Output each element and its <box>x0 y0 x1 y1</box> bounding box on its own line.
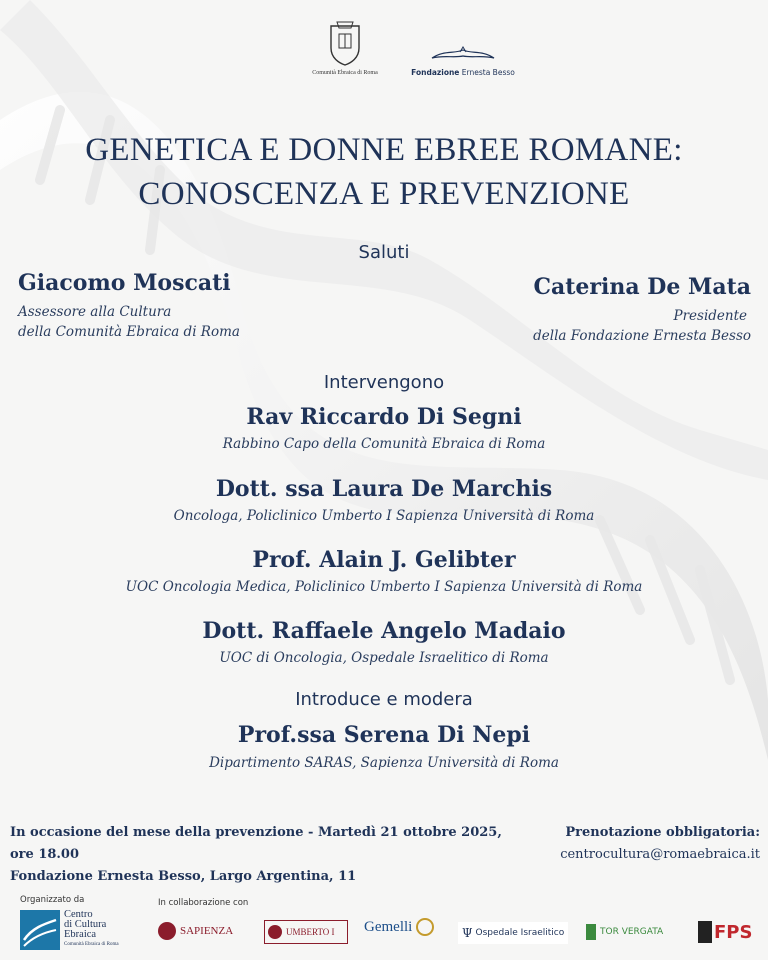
speaker-name: Prof. Alain J. Gelibter <box>252 547 516 573</box>
collaboration-label: In collaborazione con <box>158 898 249 908</box>
moderator-name: Prof.ssa Serena Di Nepi <box>237 722 531 748</box>
title-line-1: GENETICA E DONNE EBREE ROMANE: <box>85 132 683 168</box>
booking-label: Prenotazione obbligatoria: <box>565 825 760 840</box>
torvergata-logo <box>586 924 663 940</box>
gemelli-seal-icon <box>416 918 434 936</box>
israelitico-label: Ospedale Israelitico <box>475 928 565 938</box>
torvergata-label: TOR VERGATA <box>600 927 664 937</box>
header-logos <box>300 20 520 90</box>
intervengono-heading: Intervengono <box>323 372 445 393</box>
event-place-line: Fondazione Ernesta Besso, Largo Argentina, 11 <box>10 869 357 884</box>
speaker-role: UOC Oncologia Medica, Policlinico Umberto I Sapienza Università di Roma <box>125 579 643 595</box>
moderator-role: Dipartimento SARAS, Sapienza Università di Roma <box>209 755 559 771</box>
event-title <box>0 128 768 216</box>
umberto-label: UMBERTO I <box>286 927 335 937</box>
speaker-name: Rav Riccardo Di Segni <box>246 404 522 430</box>
israelitico-logo <box>458 922 568 944</box>
booking-info <box>520 822 760 866</box>
crest-icon <box>327 20 363 66</box>
gemelli-label: Gemelli <box>364 918 413 935</box>
sponsor-logos <box>158 918 758 950</box>
saluti-right-role-1: Presidente <box>673 308 747 324</box>
saluti-right-name: Caterina De Mata <box>533 274 751 300</box>
centro-cultura-logo <box>20 910 130 952</box>
speaker-3 <box>0 547 768 595</box>
eagle-icon <box>430 46 496 64</box>
organizer-line-3: Ebraica <box>64 929 97 940</box>
umberto-logo <box>264 920 348 944</box>
speaker-role: UOC di Oncologia, Ospedale Israelitico di Roma <box>219 650 549 666</box>
organizer-line-4: Comunità Ebraica di Roma <box>64 942 119 947</box>
speaker-2 <box>0 476 768 524</box>
torvergata-mark-icon <box>586 924 596 940</box>
saluti-right <box>421 274 751 346</box>
moderator-heading: Introduce e modera <box>295 689 473 710</box>
fps-mark-icon <box>698 921 712 943</box>
speaker-4 <box>0 618 768 666</box>
menorah-icon: Ψ <box>462 926 473 940</box>
organizer-line-1: Centro <box>64 909 93 920</box>
saluti-left-name: Giacomo Moscati <box>18 270 231 296</box>
comunita-ebraica-logo <box>310 20 380 76</box>
organized-by-label: Organizzato da <box>20 895 85 905</box>
saluti-heading: Saluti <box>358 242 410 263</box>
booking-email[interactable]: centrocultura@romaebraica.it <box>560 847 760 862</box>
organizer-line-2: di Cultura <box>64 919 107 930</box>
fps-logo <box>698 920 752 944</box>
comunita-ebraica-label: Comunità Ebraica di Roma <box>312 70 378 76</box>
event-date-line: In occasione del mese della prevenzione - Martedì 21 ottobre 2025, ore 18.00 <box>10 825 502 862</box>
speaker-role: Oncologa, Policlinico Umberto I Sapienza Università di Roma <box>173 508 595 524</box>
gemelli-logo <box>364 918 434 936</box>
saluti-right-role-2: della Fondazione Ernesta Besso <box>533 328 751 344</box>
title-line-2: CONOSCENZA E PREVENZIONE <box>138 176 630 212</box>
fps-label: FPS <box>714 921 753 943</box>
speaker-1 <box>0 404 768 452</box>
saluti-left-role-2: della Comunità Ebraica di Roma <box>18 324 240 340</box>
saluti-left-role-1: Assessore alla Cultura <box>18 304 172 320</box>
speaker-name: Dott. Raffaele Angelo Madaio <box>202 618 566 644</box>
speaker-role: Rabbino Capo della Comunità Ebraica di Roma <box>222 436 546 452</box>
umberto-seal-icon <box>268 925 282 939</box>
sapienza-seal-icon <box>158 922 176 940</box>
fondazione-label-bold: Fondazione <box>411 68 460 77</box>
event-info <box>10 822 530 888</box>
speaker-name: Dott. ssa Laura De Marchis <box>215 476 553 502</box>
wave-logo-icon <box>20 910 60 950</box>
sapienza-logo <box>158 922 233 940</box>
fondazione-label: Ernesta Besso <box>461 68 515 77</box>
moderator <box>0 722 768 771</box>
fondazione-besso-logo <box>408 46 518 77</box>
sapienza-label: SAPIENZA <box>180 925 234 937</box>
saluti-left <box>18 270 338 342</box>
